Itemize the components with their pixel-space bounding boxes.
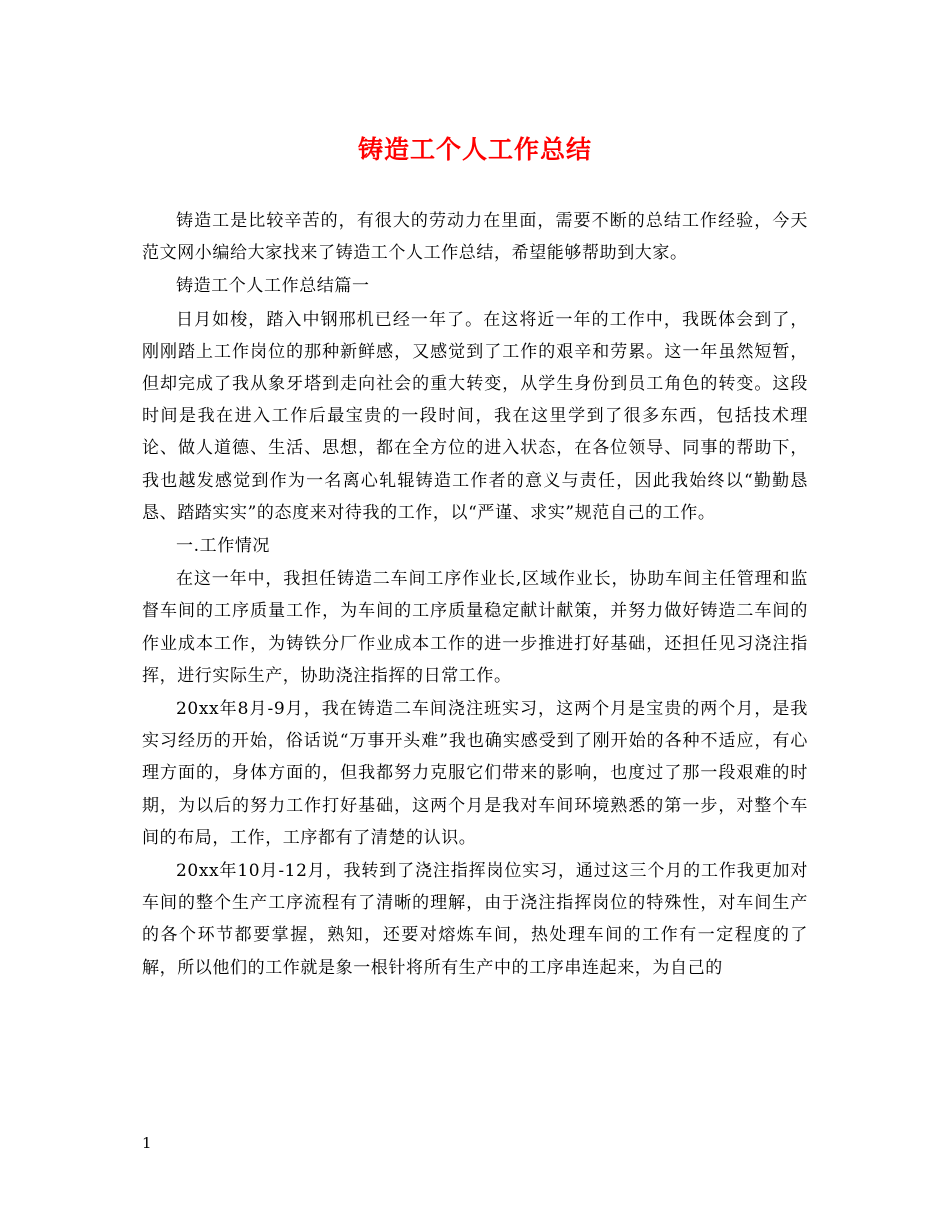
document-body <box>142 205 808 985</box>
document-title: 铸造工个人工作总结 <box>357 135 592 164</box>
section-heading: 铸造工个人工作总结篇一 <box>176 276 370 297</box>
body-paragraph: 日月如梭，踏入中钢邢机已经一年了。在这将近一年的工作中，我既体会到了，刚刚踏上工作岗位的那种新鲜感，又感觉到了工作的艰辛和劳累。这一年虽然短暂，但却完成了我从象牙塔到走向社会的重大转变，从学生身份到员工角色的转变。这段时间是我在进入工作后最宝贵的一段时间，我在这里学到了很多东西，包括技术理论、做人道德、生活、思想，都在全方位的进入状态，在各位领导、同事的帮助下，我也越发感觉到作为一名离心轧辊铸造工作者的意义与责任，因此我始终以“勤勤恳恳、踏踏实实”的态度来对待我的工作，以“严谨、求实”规范自己的工作。 <box>142 309 808 523</box>
intro-paragraph: 铸造工是比较辛苦的，有很大的劳动力在里面，需要不断的总结工作经验，今天范文网小编给大家找来了铸造工个人工作总结，希望能够帮助到大家。 <box>142 211 808 264</box>
body-paragraph: 20xx年10月-12月，我转到了浇注指挥岗位实习，通过这三个月的工作我更加对车间的整个生产工序流程有了清晰的理解，由于浇注指挥岗位的特殊性，对车间生产的各个环节都要掌握，熟知，还要对熔炼车间，热处理车间的工作有一定程度的了解，所以他们的工作就是象一根针将所有生产中的工序串连起来，为自己的 <box>142 861 808 978</box>
page-number: 1 <box>142 1134 152 1152</box>
body-paragraph: 20xx年8月-9月，我在铸造二车间浇注班实习，这两个月是宝贵的两个月，是我实习经历的开始，俗话说“万事开头难”我也确实感受到了刚开始的各种不适应，有心理方面的，身体方面的，但我都努力克服它们带来的影响，也度过了那一段艰难的时期，为以后的努力工作打好基础，这两个月是我对车间环境熟悉的第一步，对整个车间的布局，工作，工序都有了清楚的认识。 <box>142 699 808 848</box>
subsection-heading: 一.工作情况 <box>176 536 271 557</box>
body-paragraph: 在这一年中，我担任铸造二车间工序作业长,区域作业长，协助车间主任管理和监督车间的工序质量工作，为车间的工序质量稳定献计献策，并努力做好铸造二车间的作业成本工作，为铸铁分厂作业成本工作的进一步推进打好基础，还担任见习浇注指挥，进行实际生产，协助浇注指挥的日常工作。 <box>142 569 808 686</box>
